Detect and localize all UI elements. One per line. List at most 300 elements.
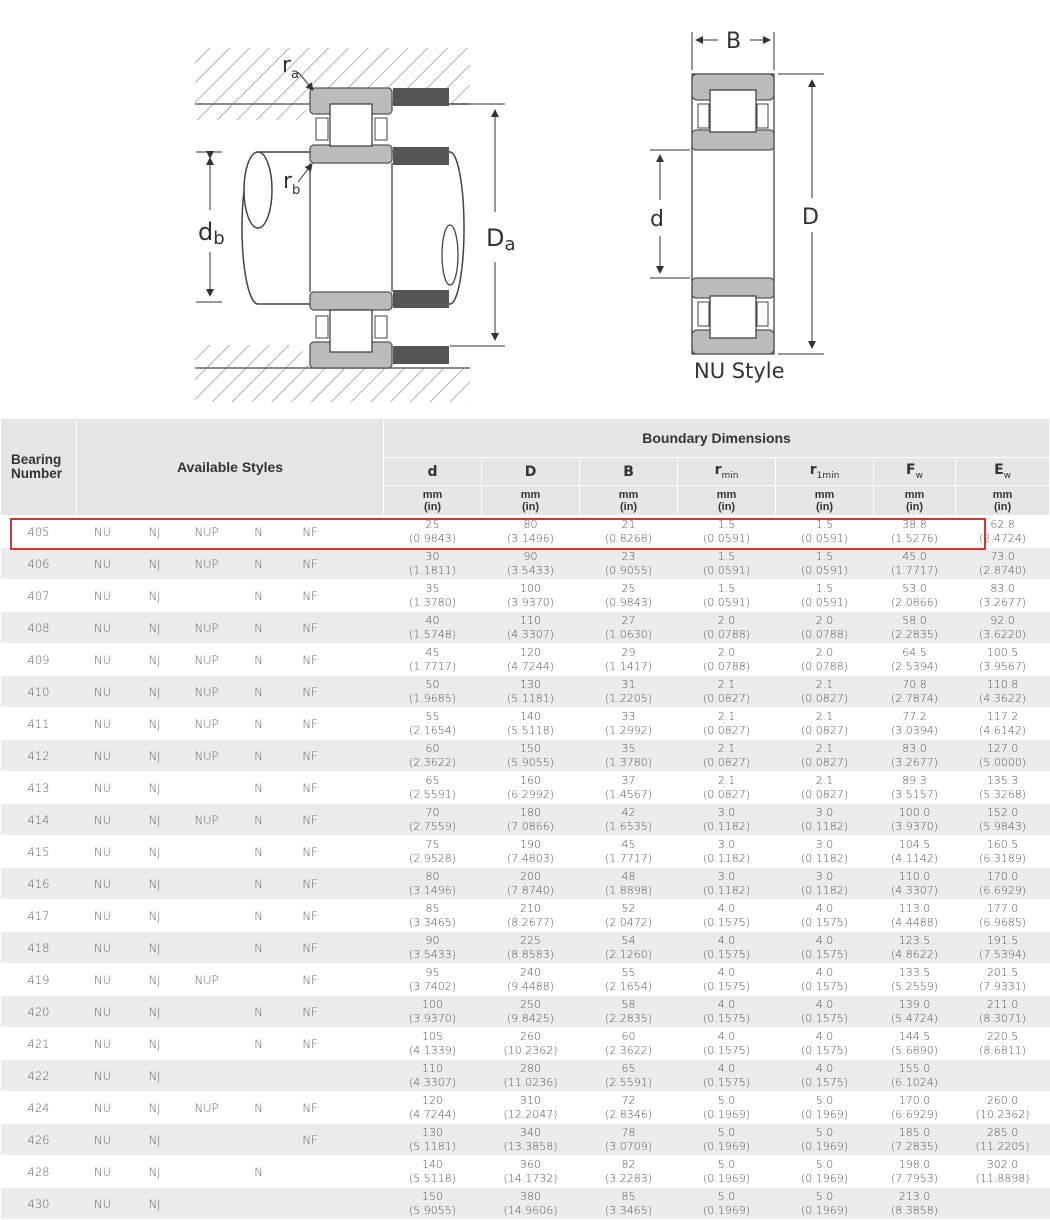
dimension-cell: 185.0 (7.2835) <box>874 1124 956 1156</box>
style-cell: NU <box>77 548 129 580</box>
table-row <box>1 708 1050 740</box>
style-cell <box>181 836 233 868</box>
dimension-cell: 29 (1.1417) <box>580 644 678 676</box>
table-row <box>1 516 1050 548</box>
style-cell: NU <box>77 996 129 1028</box>
dimension-cell: 3.0 (0.1182) <box>678 804 776 836</box>
B-label: B <box>726 29 742 54</box>
dimension-cell: 45.0 (1.7717) <box>874 548 956 580</box>
bearing-number-cell: 405 <box>1 516 77 548</box>
style-cell <box>181 772 233 804</box>
dimension-cell: 2.1 (0.0827) <box>776 676 874 708</box>
style-cell: NUP <box>181 644 233 676</box>
bearing-number-cell: 416 <box>1 868 77 900</box>
table-row <box>1 676 1050 708</box>
spacer-cell <box>336 996 384 1028</box>
dimension-cell: 55 (2.1654) <box>384 708 482 740</box>
spacer-cell <box>336 548 384 580</box>
dimension-cell: 85 (3.3465) <box>384 900 482 932</box>
bearing-number-cell: 409 <box>1 644 77 676</box>
dimension-cell: 210 (8.2677) <box>482 900 580 932</box>
bearing-table <box>0 418 1030 1217</box>
dimension-cell: 2.0 (0.0788) <box>678 612 776 644</box>
bearing-number-cell: 428 <box>1 1156 77 1188</box>
style-cell <box>285 1188 336 1220</box>
unit-header: mm (in) <box>678 486 776 516</box>
dimension-cell: 5.0 (0.1969) <box>678 1156 776 1188</box>
style-cell <box>181 1060 233 1092</box>
dimension-cell: 70.8 (2.7874) <box>874 676 956 708</box>
spacer-cell <box>336 580 384 612</box>
style-cell: NF <box>285 1124 336 1156</box>
style-cell: N <box>233 708 285 740</box>
dimension-cell: 37 (1.4567) <box>580 772 678 804</box>
dimension-cell: 4.0 (0.1575) <box>776 996 874 1028</box>
dimension-cell: 152.0 (5.9843) <box>956 804 1050 836</box>
style-cell: NUP <box>181 1092 233 1124</box>
style-cell: NJ <box>129 964 181 996</box>
unit-header: mm (in) <box>874 486 956 516</box>
available-styles-header: Available Styles <box>77 419 384 516</box>
dimension-cell: 120 (4.7244) <box>384 1092 482 1124</box>
style-cell: NUP <box>181 612 233 644</box>
style-cell: NJ <box>129 644 181 676</box>
spacer-cell <box>336 932 384 964</box>
unit-header: mm (in) <box>776 486 874 516</box>
dimension-cell: 200 (7.8740) <box>482 868 580 900</box>
dimension-cell: 2.1 (0.0827) <box>776 772 874 804</box>
style-cell: NU <box>77 708 129 740</box>
dimension-cell: 160 (6.2992) <box>482 772 580 804</box>
nu-style-diagram <box>650 29 824 383</box>
table-row <box>1 1188 1050 1220</box>
dimension-cell: 177.0 (6.9685) <box>956 900 1050 932</box>
dimension-cell: 211.0 (8.3071) <box>956 996 1050 1028</box>
dimension-cell: 21 (0.8268) <box>580 516 678 548</box>
style-cell: N <box>233 612 285 644</box>
style-cell: NF <box>285 772 336 804</box>
style-cell: NU <box>77 772 129 804</box>
dimension-cell: 180 (7.0866) <box>482 804 580 836</box>
style-cell: N <box>233 740 285 772</box>
style-cell: NU <box>77 516 129 548</box>
style-cell: NF <box>285 1092 336 1124</box>
dimension-cell: 53.0 (2.0866) <box>874 580 956 612</box>
table-row <box>1 772 1050 804</box>
dimension-cell: 23 (0.9055) <box>580 548 678 580</box>
dimension-cell: 1.5 (0.0591) <box>678 580 776 612</box>
spacer-cell <box>336 708 384 740</box>
style-cell: NF <box>285 548 336 580</box>
table-row <box>1 900 1050 932</box>
spacer-cell <box>336 740 384 772</box>
dimension-cell: 73.0 (2.8740) <box>956 548 1050 580</box>
dimension-cell: 1.5 (0.0591) <box>776 580 874 612</box>
dimension-cell: 4.0 (0.1575) <box>678 932 776 964</box>
dimension-cell: 2.1 (0.0827) <box>678 676 776 708</box>
dimension-cell <box>956 1060 1050 1092</box>
mounting-diagram <box>195 48 516 402</box>
spacer-cell <box>336 804 384 836</box>
dimension-cell: 77.2 (3.0394) <box>874 708 956 740</box>
spacer-cell <box>336 1156 384 1188</box>
table-row <box>1 1092 1050 1124</box>
dimension-cell: 42 (1.6535) <box>580 804 678 836</box>
dimension-cell: 155.0 (6.1024) <box>874 1060 956 1092</box>
style-cell: N <box>233 1092 285 1124</box>
unit-header: mm (in) <box>384 486 482 516</box>
style-cell: N <box>233 900 285 932</box>
dimension-cell: 5.0 (0.1969) <box>776 1188 874 1220</box>
style-cell: NF <box>285 900 336 932</box>
dimension-cell: 2.0 (0.0788) <box>678 644 776 676</box>
style-cell: NU <box>77 1060 129 1092</box>
dimension-cell: 3.0 (0.1182) <box>776 868 874 900</box>
dimension-cell: 4.0 (0.1575) <box>678 996 776 1028</box>
spacer-cell <box>336 1092 384 1124</box>
dimension-cell: 40 (1.5748) <box>384 612 482 644</box>
db-label: db <box>198 218 225 249</box>
Da-label: Da <box>486 224 516 255</box>
style-cell: NUP <box>181 548 233 580</box>
style-cell: NUP <box>181 676 233 708</box>
dimension-cell: 3.0 (0.1182) <box>678 836 776 868</box>
dimension-cell: 1.5 (0.0591) <box>678 516 776 548</box>
dim-header-d: d <box>384 458 482 486</box>
style-cell <box>233 964 285 996</box>
style-cell: NJ <box>129 836 181 868</box>
dimension-cell: 190 (7.4803) <box>482 836 580 868</box>
dimension-cell: 4.0 (0.1575) <box>678 1060 776 1092</box>
style-cell: NJ <box>129 900 181 932</box>
dimension-cell: 35 (1.3780) <box>580 740 678 772</box>
dimension-cell: 33 (1.2992) <box>580 708 678 740</box>
style-cell: NJ <box>129 1188 181 1220</box>
dimension-cell: 105 (4.1339) <box>384 1028 482 1060</box>
dimension-cell: 4.0 (0.1575) <box>776 1060 874 1092</box>
dimension-cell: 1.5 (0.0591) <box>776 516 874 548</box>
dimension-cell: 89.3 (3.5157) <box>874 772 956 804</box>
table-row <box>1 836 1050 868</box>
spacer-cell <box>336 1188 384 1220</box>
bearing-number-cell: 407 <box>1 580 77 612</box>
dimension-cell: 380 (14.9606) <box>482 1188 580 1220</box>
style-cell: NJ <box>129 1028 181 1060</box>
style-cell <box>285 1156 336 1188</box>
style-cell: N <box>233 804 285 836</box>
style-cell: NU <box>77 1124 129 1156</box>
dimension-cell: 2.0 (0.0788) <box>776 644 874 676</box>
dimension-cell: 110.8 (4.3622) <box>956 676 1050 708</box>
style-cell: NJ <box>129 516 181 548</box>
style-cell: NJ <box>129 1156 181 1188</box>
style-cell: N <box>233 644 285 676</box>
style-cell: NUP <box>181 516 233 548</box>
style-cell <box>233 1124 285 1156</box>
bearing-number-cell: 414 <box>1 804 77 836</box>
dimension-cell: 58.0 (2.2835) <box>874 612 956 644</box>
style-cell: NJ <box>129 804 181 836</box>
style-cell: NU <box>77 1028 129 1060</box>
dimension-cell: 90 (3.5433) <box>482 548 580 580</box>
dimension-cell: 260.0 (10.2362) <box>956 1092 1050 1124</box>
dimension-cell: 360 (14.1732) <box>482 1156 580 1188</box>
dimension-cell: 4.0 (0.1575) <box>678 1028 776 1060</box>
dimension-cell: 113.0 (4.4488) <box>874 900 956 932</box>
ra-label: $r_a$ <box>282 53 300 82</box>
style-cell <box>181 996 233 1028</box>
bearing-number-cell: 413 <box>1 772 77 804</box>
dimension-cell: 191.5 (7.5394) <box>956 932 1050 964</box>
dimension-cell: 75 (2.9528) <box>384 836 482 868</box>
style-cell: N <box>233 548 285 580</box>
dimension-cell: 4.0 (0.1575) <box>678 964 776 996</box>
style-cell: NU <box>77 932 129 964</box>
dimension-cell: 4.0 (0.1575) <box>776 932 874 964</box>
dimension-cell: 45 (1.7717) <box>580 836 678 868</box>
bearing-number-cell: 430 <box>1 1188 77 1220</box>
style-cell: NU <box>77 1092 129 1124</box>
dimension-cell: 140 (5.5118) <box>384 1156 482 1188</box>
dimension-cell: 3.0 (0.1182) <box>776 804 874 836</box>
style-cell: NU <box>77 580 129 612</box>
dimension-cell: 2.0 (0.0788) <box>776 612 874 644</box>
dimension-cell: 240 (9.4488) <box>482 964 580 996</box>
rb-label: $r_b$ <box>283 169 301 198</box>
dimension-cell: 4.0 (0.1575) <box>678 900 776 932</box>
dimension-cell: 5.0 (0.1969) <box>678 1092 776 1124</box>
dimension-cell: 2.1 (0.0827) <box>678 708 776 740</box>
style-cell: NF <box>285 996 336 1028</box>
dimension-cell: 130 (5.1181) <box>482 676 580 708</box>
style-cell: NF <box>285 708 336 740</box>
style-cell: N <box>233 676 285 708</box>
dimension-cell: 198.0 (7.7953) <box>874 1156 956 1188</box>
style-cell <box>181 1156 233 1188</box>
style-cell <box>181 1028 233 1060</box>
dimension-cell: 150 (5.9055) <box>482 740 580 772</box>
dimension-cell: 220.5 (8.6811) <box>956 1028 1050 1060</box>
dimension-cell: 3.0 (0.1182) <box>678 868 776 900</box>
spacer-cell <box>336 1124 384 1156</box>
bearing-number-cell: 421 <box>1 1028 77 1060</box>
dimension-cell: 123.5 (4.8622) <box>874 932 956 964</box>
spacer-cell <box>336 900 384 932</box>
table-row <box>1 1156 1050 1188</box>
style-cell: N <box>233 516 285 548</box>
dimension-cell: 225 (8.8583) <box>482 932 580 964</box>
style-cell: NF <box>285 964 336 996</box>
style-cell <box>285 1060 336 1092</box>
dimension-cell: 100 (3.9370) <box>482 580 580 612</box>
style-cell: NU <box>77 964 129 996</box>
bearing-number-cell: 412 <box>1 740 77 772</box>
dimension-cell: 160.5 (6.3189) <box>956 836 1050 868</box>
style-cell: NJ <box>129 676 181 708</box>
dimension-cell: 78 (3.0709) <box>580 1124 678 1156</box>
dim-header-B: B <box>580 458 678 486</box>
bearing-number-header-line1: Bearing <box>11 452 62 467</box>
dimension-cell: 45 (1.7717) <box>384 644 482 676</box>
style-cell: NUP <box>181 708 233 740</box>
spacer-cell <box>336 836 384 868</box>
dimension-cell: 25 (0.9843) <box>384 516 482 548</box>
table-row <box>1 644 1050 676</box>
table-row <box>1 1060 1050 1092</box>
style-cell: N <box>233 772 285 804</box>
spacer-cell <box>336 612 384 644</box>
dimension-cell: 5.0 (0.1969) <box>776 1092 874 1124</box>
style-cell: NF <box>285 516 336 548</box>
spacer-cell <box>336 772 384 804</box>
dimension-cell: 64.5 (2.5394) <box>874 644 956 676</box>
dimension-cell <box>956 1188 1050 1220</box>
dimension-cell: 50 (1.9685) <box>384 676 482 708</box>
table-row <box>1 580 1050 612</box>
style-cell: NF <box>285 868 336 900</box>
style-cell: NJ <box>129 580 181 612</box>
style-cell: NF <box>285 612 336 644</box>
dimension-cell: 83.0 (3.2677) <box>874 740 956 772</box>
dimension-cell: 110 (4.3307) <box>482 612 580 644</box>
bearing-number-cell: 415 <box>1 836 77 868</box>
style-cell: NUP <box>181 804 233 836</box>
bearing-number-cell: 424 <box>1 1092 77 1124</box>
dim-header-Ew: $E_w$ <box>956 458 1050 486</box>
dimension-cell: 250 (9.8425) <box>482 996 580 1028</box>
style-cell <box>181 932 233 964</box>
dimension-cell: 82 (3.2283) <box>580 1156 678 1188</box>
spacer-cell <box>336 964 384 996</box>
style-cell: NF <box>285 676 336 708</box>
dimension-cell: 170.0 (6.6929) <box>874 1092 956 1124</box>
style-cell <box>181 1124 233 1156</box>
style-cell <box>181 1188 233 1220</box>
dimension-cell: 139.0 (5.4724) <box>874 996 956 1028</box>
dimension-cell: 150 (5.9055) <box>384 1188 482 1220</box>
dimension-cell: 1.5 (0.0591) <box>678 548 776 580</box>
dimension-cell: 85 (3.3465) <box>580 1188 678 1220</box>
dimension-cell: 95 (3.7402) <box>384 964 482 996</box>
dimension-cell: 2.1 (0.0827) <box>678 740 776 772</box>
dimension-cell: 83.0 (3.2677) <box>956 580 1050 612</box>
style-cell: NJ <box>129 708 181 740</box>
style-cell: NF <box>285 932 336 964</box>
dim-header-rmin: $r_{min}$ <box>678 458 776 486</box>
dimension-cell: 4.0 (0.1575) <box>776 1028 874 1060</box>
d-label: d <box>650 207 664 232</box>
dimension-cell: 2.1 (0.0827) <box>776 740 874 772</box>
dimension-cell: 120 (4.7244) <box>482 644 580 676</box>
style-cell <box>181 868 233 900</box>
dimension-cell: 130 (5.1181) <box>384 1124 482 1156</box>
table-row <box>1 1028 1050 1060</box>
dimension-cell: 127.0 (5.0000) <box>956 740 1050 772</box>
table-row <box>1 740 1050 772</box>
dimension-cell: 70 (2.7559) <box>384 804 482 836</box>
style-cell: NJ <box>129 772 181 804</box>
dimension-cell: 340 (13.3858) <box>482 1124 580 1156</box>
dimension-cell: 80 (3.1496) <box>384 868 482 900</box>
dimension-cell: 62.8 (2.4724) <box>956 516 1050 548</box>
style-cell: NJ <box>129 612 181 644</box>
dimension-cell: 213.0 (8.3858) <box>874 1188 956 1220</box>
dimension-cell: 27 (1.0630) <box>580 612 678 644</box>
style-cell: NJ <box>129 548 181 580</box>
spacer-cell <box>336 644 384 676</box>
bearing-number-cell: 418 <box>1 932 77 964</box>
style-cell: N <box>233 1028 285 1060</box>
dimension-cell: 52 (2.0472) <box>580 900 678 932</box>
dimension-cell: 117.2 (4.6142) <box>956 708 1050 740</box>
dimension-cell: 110 (4.3307) <box>384 1060 482 1092</box>
table-row <box>1 868 1050 900</box>
dimension-cell: 302.0 (11.8898) <box>956 1156 1050 1188</box>
dimension-cell: 3.0 (0.1182) <box>776 836 874 868</box>
dimension-cell: 5.0 (0.1969) <box>678 1124 776 1156</box>
dimension-cell: 280 (11.0236) <box>482 1060 580 1092</box>
dimension-cell: 54 (2.1260) <box>580 932 678 964</box>
dimension-cell: 35 (1.3780) <box>384 580 482 612</box>
style-cell: NF <box>285 740 336 772</box>
style-cell: N <box>233 836 285 868</box>
style-cell: N <box>233 996 285 1028</box>
table-row <box>1 964 1050 996</box>
style-cell: NJ <box>129 868 181 900</box>
bearing-number-cell: 422 <box>1 1060 77 1092</box>
dimension-cell: 285.0 (11.2205) <box>956 1124 1050 1156</box>
bearing-number-cell: 408 <box>1 612 77 644</box>
dimension-cell: 65 (2.5591) <box>580 1060 678 1092</box>
dimension-cell: 80 (3.1496) <box>482 516 580 548</box>
bearing-number-cell: 426 <box>1 1124 77 1156</box>
dimension-cell: 31 (1.2205) <box>580 676 678 708</box>
style-cell: NU <box>77 836 129 868</box>
table-row <box>1 804 1050 836</box>
style-cell: NF <box>285 836 336 868</box>
dimension-cell: 110.0 (4.3307) <box>874 868 956 900</box>
dimension-cell: 201.5 (7.9331) <box>956 964 1050 996</box>
dimension-cell: 100 (3.9370) <box>384 996 482 1028</box>
spacer-cell <box>336 868 384 900</box>
dimension-cell: 260 (10.2362) <box>482 1028 580 1060</box>
dimension-cell: 2.1 (0.0827) <box>776 708 874 740</box>
bearing-number-cell: 411 <box>1 708 77 740</box>
table-row <box>1 932 1050 964</box>
dim-header-D: D <box>482 458 580 486</box>
style-cell: N <box>233 868 285 900</box>
dimension-cell: 60 (2.3622) <box>580 1028 678 1060</box>
dimension-cell: 1.5 (0.0591) <box>776 548 874 580</box>
bearing-number-cell: 406 <box>1 548 77 580</box>
style-cell <box>181 900 233 932</box>
style-cell: NU <box>77 676 129 708</box>
dimension-cell: 38.8 (1.5276) <box>874 516 956 548</box>
spacer-cell <box>336 676 384 708</box>
dimension-cell: 104.5 (4.1142) <box>874 836 956 868</box>
style-cell: NF <box>285 804 336 836</box>
D-label: D <box>802 205 819 230</box>
spacer-cell <box>336 1028 384 1060</box>
style-cell: NJ <box>129 1124 181 1156</box>
bearing-number-header <box>1 419 77 516</box>
unit-header: mm (in) <box>956 486 1050 516</box>
dimension-cell: 48 (1.8898) <box>580 868 678 900</box>
table-row <box>1 612 1050 644</box>
dimension-cell: 133.5 (5.2559) <box>874 964 956 996</box>
bearing-number-cell: 419 <box>1 964 77 996</box>
style-cell: N <box>233 1156 285 1188</box>
